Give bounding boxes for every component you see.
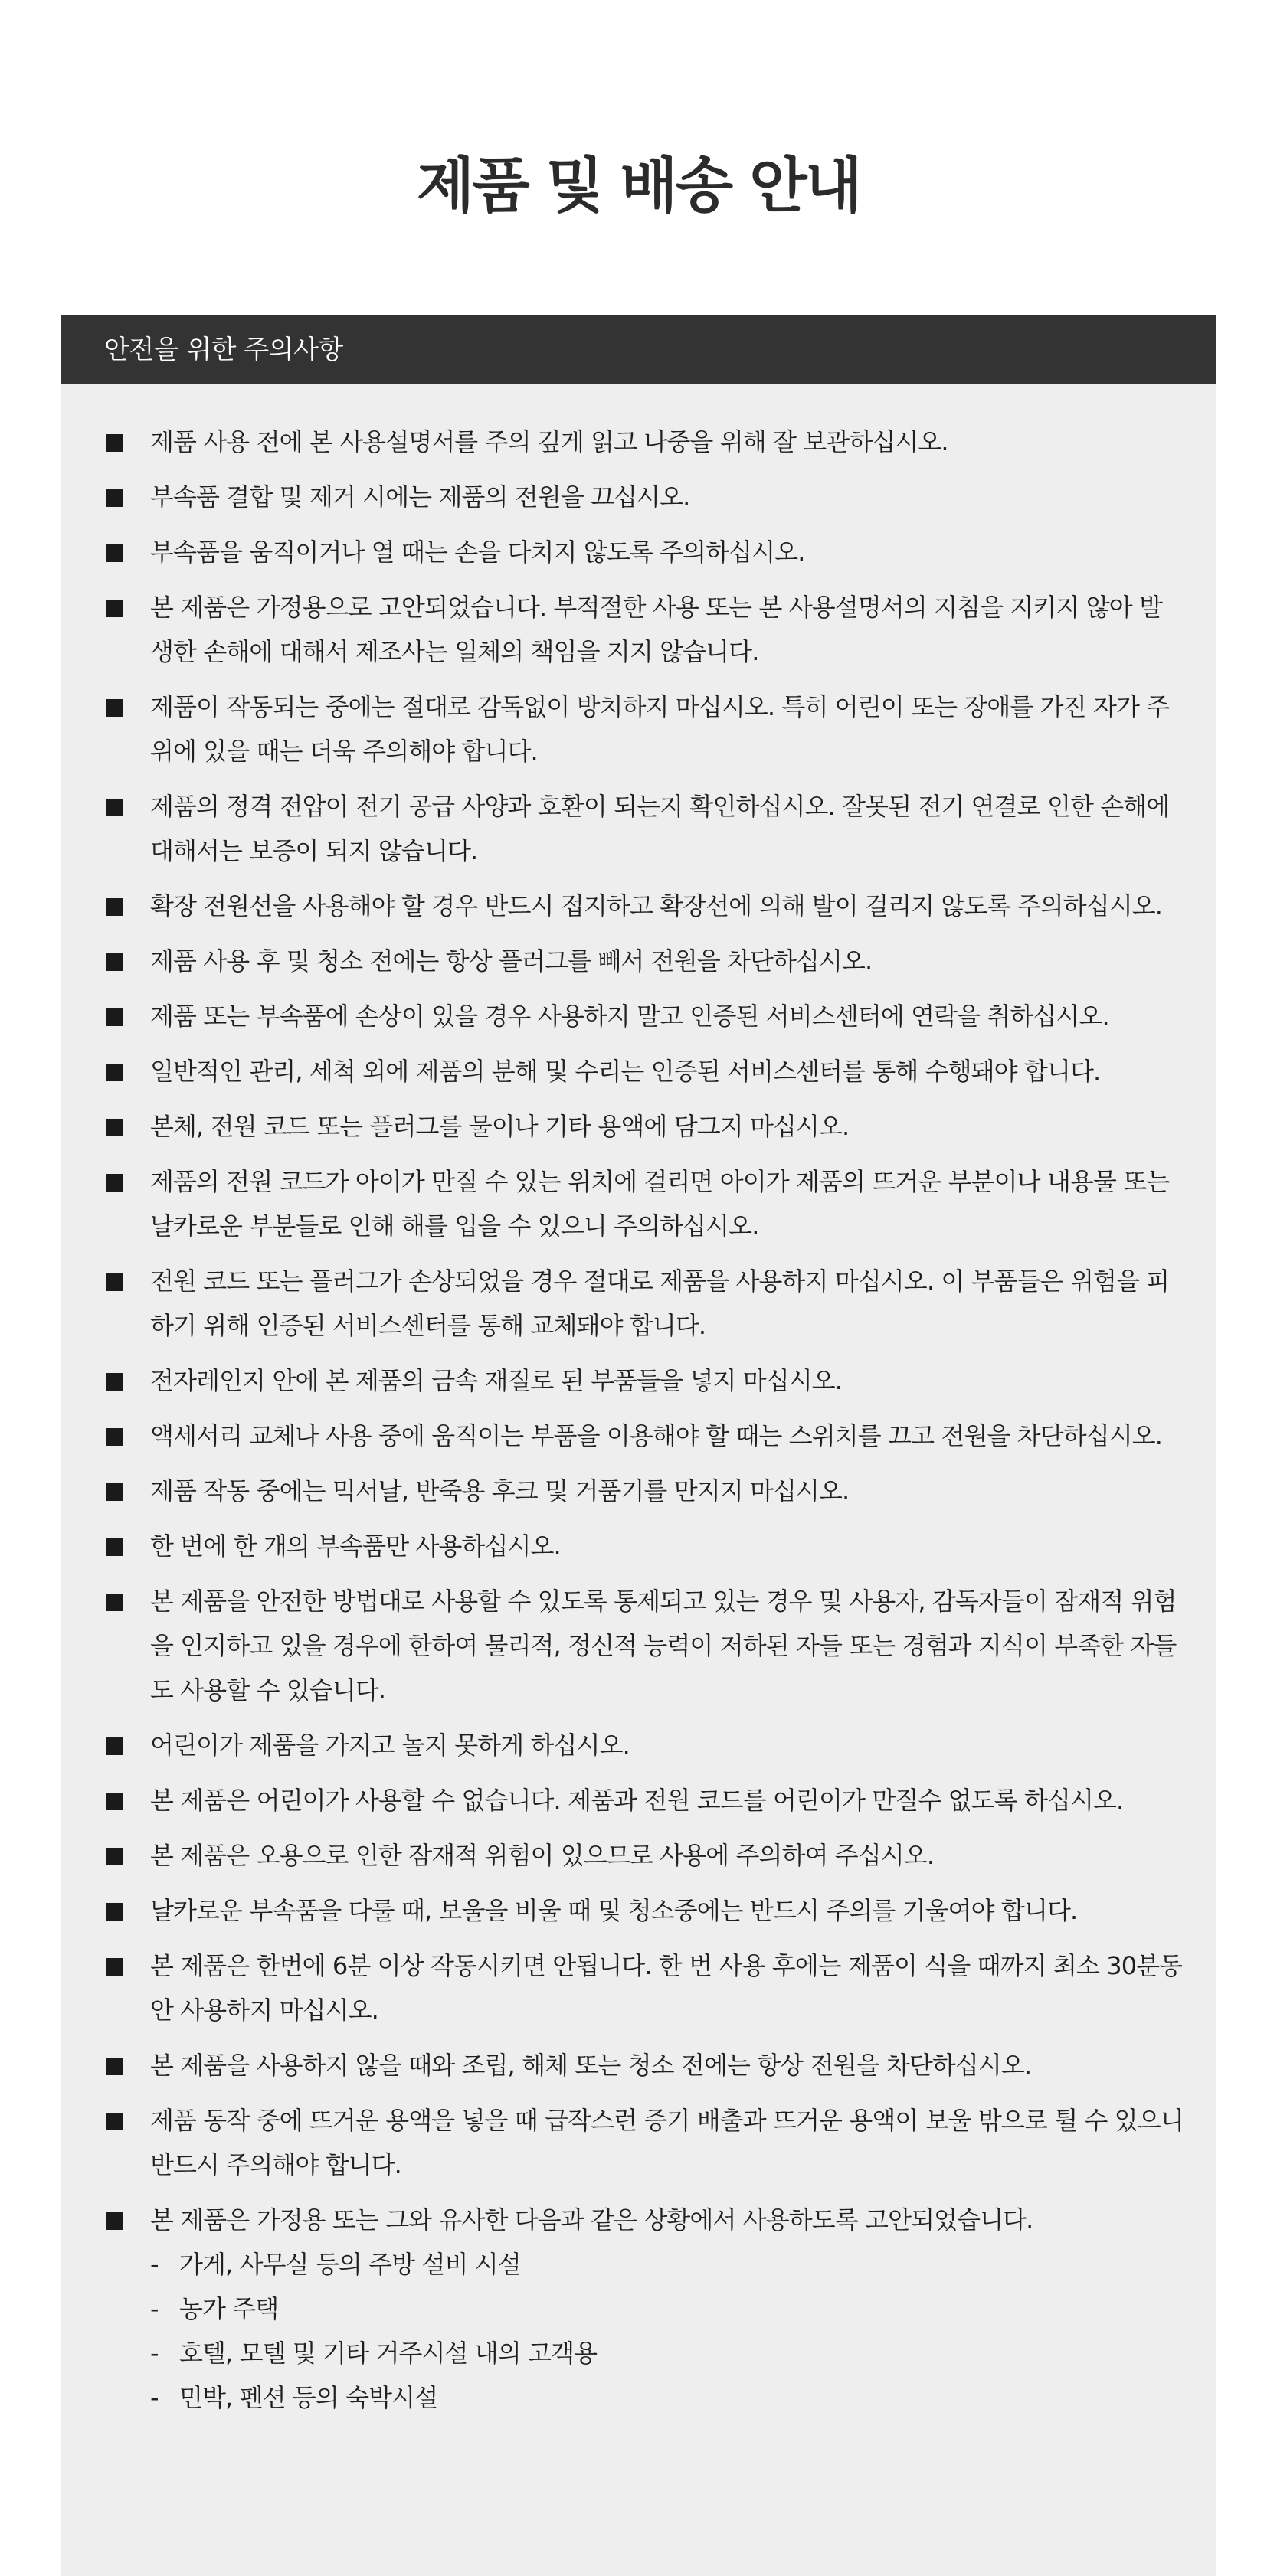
notice-item — [106, 939, 1185, 983]
dash-marker: - — [150, 2294, 159, 2323]
notice-text: 제품 작동 중에는 믹서날, 반죽용 후크 및 거품기를 만지지 마십시오. — [150, 1476, 850, 1505]
square-bullet-icon — [106, 1793, 123, 1810]
sub-item-text: 가게, 사무실 등의 주방 설비 시설 — [179, 2250, 521, 2279]
notice-text: 액세서리 교체나 사용 중에 움직이는 부품을 이용해야 할 때는 스위치를 끄고 전원을 차단하십시오. — [150, 1421, 1163, 1450]
sub-item-text: 농가 주택 — [179, 2294, 279, 2323]
safety-notice-list — [106, 420, 1185, 2420]
notice-item — [106, 1414, 1185, 1458]
dash-marker: - — [150, 2250, 159, 2279]
notice-item — [106, 585, 1185, 674]
square-bullet-icon — [106, 600, 123, 617]
notice-item — [106, 420, 1185, 464]
notice-text: 본 제품을 사용하지 않을 때와 조립, 해체 또는 청소 전에는 항상 전원을 차단하십시오. — [150, 2051, 1032, 2080]
square-bullet-icon — [106, 953, 123, 971]
square-bullet-icon — [106, 1008, 123, 1026]
notice-item — [106, 1049, 1185, 1093]
square-bullet-icon — [106, 1538, 123, 1556]
notice-item — [106, 994, 1185, 1038]
notice-text: 제품 사용 후 및 청소 전에는 항상 플러그를 빼서 전원을 차단하십시오. — [150, 946, 873, 976]
notice-item — [106, 685, 1185, 773]
notice-item — [106, 1159, 1185, 1248]
notice-item — [106, 530, 1185, 574]
square-bullet-icon — [106, 1483, 123, 1501]
notice-item — [106, 1259, 1185, 1348]
notice-text: 본 제품을 안전한 방법대로 사용할 수 있도록 통제되고 있는 경우 및 사용자, 감독자들이 잠재적 위험을 인지하고 있을 경우에 한하여 물리적, 정신적 능력이 저하된 자들 또는 경험과 지식이 부족한 자들도 사용할 수 있습니다. — [150, 1587, 1177, 1705]
safety-notice-panel — [61, 384, 1216, 2576]
notice-text: 본 제품은 가정용으로 고안되었습니다. 부적절한 사용 또는 본 사용설명서의 지침을 지키지 않아 발생한 손해에 대해서 제조사는 일체의 책임을 지지 않습니다. — [150, 593, 1163, 666]
notice-item — [106, 1833, 1185, 1878]
square-bullet-icon — [106, 1903, 123, 1921]
notice-item — [106, 1524, 1185, 1568]
sub-list-item — [150, 2242, 1185, 2287]
notice-text: 제품의 전원 코드가 아이가 만질 수 있는 위치에 걸리면 아이가 제품의 뜨거운 부분이나 내용물 또는 날카로운 부분들로 인해 해를 입을 수 있으니 주의하십시오. — [150, 1167, 1170, 1241]
square-bullet-icon — [106, 434, 123, 452]
notice-text: 확장 전원선을 사용해야 할 경우 반드시 접지하고 확장선에 의해 발이 걸리지 않도록 주의하십시오. — [150, 891, 1163, 920]
notice-text: 제품 사용 전에 본 사용설명서를 주의 깊게 읽고 나중을 위해 잘 보관하십시오. — [150, 427, 948, 456]
notice-item — [106, 1358, 1185, 1403]
square-bullet-icon — [106, 1594, 123, 1611]
square-bullet-icon — [106, 489, 123, 507]
notice-text: 날카로운 부속품을 다룰 때, 보울을 비울 때 및 청소중에는 반드시 주의를 기울여야 합니다. — [150, 1896, 1078, 1925]
notice-item — [106, 475, 1185, 519]
notice-text: 본 제품은 오용으로 인한 잠재적 위험이 있으므로 사용에 주의하여 주십시오. — [150, 1841, 935, 1870]
notice-text: 어린이가 제품을 가지고 놀지 못하게 하십시오. — [150, 1731, 630, 1760]
notice-item — [106, 2198, 1185, 2420]
notice-item — [106, 2098, 1185, 2187]
square-bullet-icon — [106, 1428, 123, 1446]
square-bullet-icon — [106, 1373, 123, 1391]
notice-text: 한 번에 한 개의 부속품만 사용하십시오. — [150, 1532, 561, 1561]
notice-text: 일반적인 관리, 세척 외에 제품의 분해 및 수리는 인증된 서비스센터를 통해 수행돼야 합니다. — [150, 1057, 1101, 1086]
notice-text: 전원 코드 또는 플러그가 손상되었을 경우 절대로 제품을 사용하지 마십시오. 이 부품들은 위험을 피하기 위해 인증된 서비스센터를 통해 교체돼야 합니다. — [150, 1267, 1170, 1340]
square-bullet-icon — [106, 1064, 123, 1081]
notice-item — [106, 1104, 1185, 1149]
usage-location-list — [150, 2242, 1185, 2420]
notice-item — [106, 1723, 1185, 1767]
notice-item — [106, 784, 1185, 873]
sub-list-item — [150, 2331, 1185, 2375]
page-title: 제품 및 배송 안내 — [417, 152, 860, 221]
notice-text: 제품이 작동되는 중에는 절대로 감독없이 방치하지 마십시오. 특히 어린이 또는 장애를 가진 자가 주위에 있을 때는 더욱 주의해야 합니다. — [150, 692, 1170, 766]
section-header: 안전을 위한 주의사항 — [61, 315, 1216, 384]
notice-text: 제품 또는 부속품에 손상이 있을 경우 사용하지 말고 인증된 서비스센터에 연락을 취하십시오. — [150, 1002, 1109, 1031]
notice-text: 부속품을 움직이거나 열 때는 손을 다치지 않도록 주의하십시오. — [150, 538, 805, 567]
notice-text: 본 제품은 가정용 또는 그와 유사한 다음과 같은 상황에서 사용하도록 고안되었습니다. — [150, 2205, 1033, 2234]
sub-list-item — [150, 2375, 1185, 2420]
sub-item-text: 호텔, 모텔 및 기타 거주시설 내의 고객용 — [179, 2339, 598, 2368]
notice-item — [106, 1469, 1185, 1513]
square-bullet-icon — [106, 1174, 123, 1192]
notice-text: 본 제품은 한번에 6분 이상 작동시키면 안됩니다. 한 번 사용 후에는 제품이 식을 때까지 최소 30분동안 사용하지 마십시오. — [150, 1951, 1183, 2025]
square-bullet-icon — [106, 1737, 123, 1755]
square-bullet-icon — [106, 799, 123, 816]
notice-text: 제품의 정격 전압이 전기 공급 사양과 호환이 되는지 확인하십시오. 잘못된 전기 연결로 인한 손해에 대해서는 보증이 되지 않습니다. — [150, 792, 1170, 865]
square-bullet-icon — [106, 1958, 123, 1976]
dash-marker: - — [150, 2339, 159, 2368]
square-bullet-icon — [106, 898, 123, 916]
notice-item — [106, 884, 1185, 928]
notice-text: 본체, 전원 코드 또는 플러그를 물이나 기타 용액에 담그지 마십시오. — [150, 1112, 850, 1141]
notice-item — [106, 1943, 1185, 2032]
notice-text: 전자레인지 안에 본 제품의 금속 재질로 된 부품들을 넣지 마십시오. — [150, 1366, 843, 1395]
square-bullet-icon — [106, 699, 123, 717]
square-bullet-icon — [106, 1848, 123, 1865]
notice-text: 부속품 결합 및 제거 시에는 제품의 전원을 끄십시오. — [150, 482, 690, 512]
square-bullet-icon — [106, 1119, 123, 1136]
dash-marker: - — [150, 2383, 159, 2412]
notice-text: 제품 동작 중에 뜨거운 용액을 넣을 때 급작스런 증기 배출과 뜨거운 용액이 보울 밖으로 튈 수 있으니 반드시 주의해야 합니다. — [150, 2106, 1184, 2179]
notice-item — [106, 1579, 1185, 1712]
notice-item — [106, 1888, 1185, 1933]
square-bullet-icon — [106, 544, 123, 562]
square-bullet-icon — [106, 2113, 123, 2130]
sub-list-item — [150, 2287, 1185, 2331]
notice-item — [106, 2043, 1185, 2087]
notice-text: 본 제품은 어린이가 사용할 수 없습니다. 제품과 전원 코드를 어린이가 만질수 없도록 하십시오. — [150, 1786, 1124, 1815]
notice-item — [106, 1778, 1185, 1822]
square-bullet-icon — [106, 1273, 123, 1291]
sub-item-text: 민박, 펜션 등의 숙박시설 — [179, 2383, 438, 2412]
square-bullet-icon — [106, 2212, 123, 2230]
square-bullet-icon — [106, 2058, 123, 2075]
